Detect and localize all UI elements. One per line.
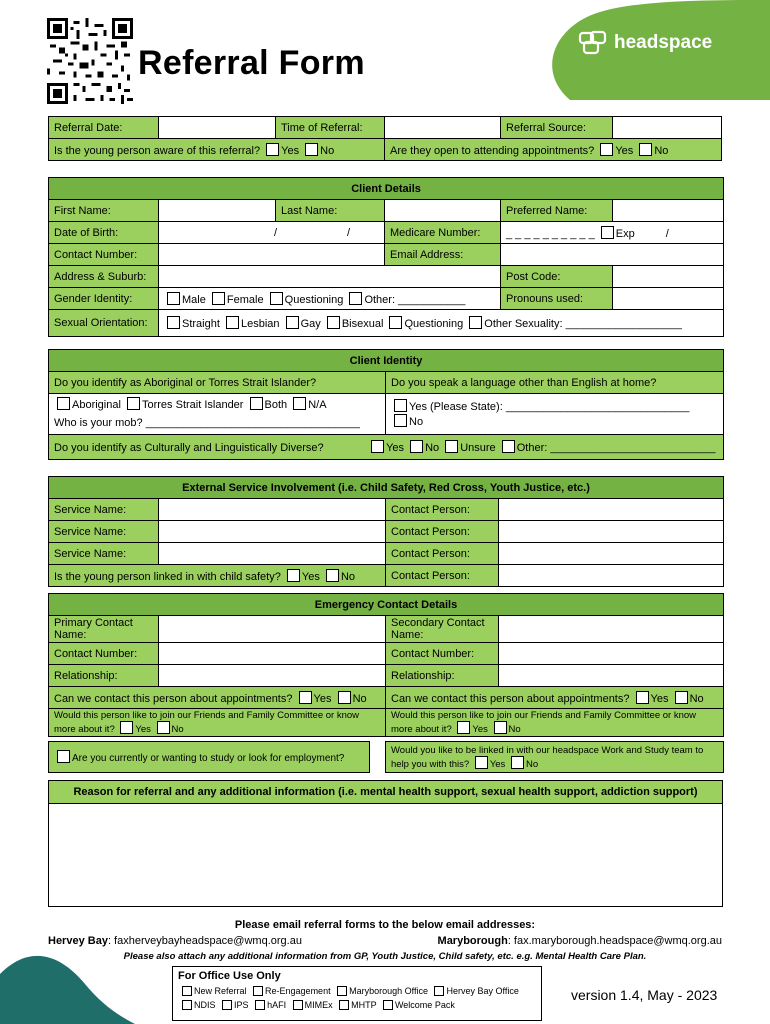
reason-heading: Reason for referral and any additional information (i.e. mental health support, sexual health support, addiction support) — [49, 781, 723, 804]
first-name-label: First Name: — [49, 200, 159, 222]
child-safety-question: Is the young person linked in with child safety? — [54, 570, 281, 583]
client-details-table — [48, 177, 724, 337]
orientation-label: Sexual Orientation: — [49, 310, 159, 337]
language-no-checkbox[interactable] — [394, 414, 407, 427]
primary-number-input[interactable] — [159, 643, 386, 665]
child-safety-row — [49, 565, 386, 587]
orientation-straight-checkbox[interactable] — [167, 316, 180, 329]
open-yes-checkbox[interactable] — [600, 143, 613, 156]
gender-questioning-label: Questioning — [284, 293, 344, 306]
page-title: Referral Form — [138, 44, 365, 82]
referral-time-input[interactable] — [385, 117, 501, 139]
primary-relationship-input[interactable] — [159, 665, 386, 687]
service-name-label-1: Service Name: — [49, 499, 159, 521]
atsi-na-label: N/A — [308, 399, 327, 411]
gender-other-checkbox[interactable] — [349, 292, 362, 305]
primary-friends-question: Would this person like to join our Friends and Family Committee or know more about it? — [54, 710, 360, 735]
exp-checkbox[interactable] — [601, 226, 614, 239]
office-welcome-pack-label: Welcome Pack — [394, 1000, 455, 1010]
contact-person-input-3[interactable] — [499, 543, 724, 565]
aware-no-checkbox[interactable] — [305, 143, 318, 156]
referral-source-input[interactable] — [613, 117, 722, 139]
secondary-appt-no-checkbox[interactable] — [675, 691, 688, 704]
cald-no-checkbox[interactable] — [410, 440, 423, 453]
aware-yes-label: Yes — [281, 144, 300, 157]
atsi-both-label: Both — [264, 399, 288, 411]
aware-yes-checkbox[interactable] — [266, 143, 279, 156]
client-details-heading: Client Details — [49, 178, 724, 200]
gender-male-checkbox[interactable] — [167, 292, 180, 305]
preferred-name-label: Preferred Name: — [501, 200, 613, 222]
maryborough-address: : fax.maryborough.headspace@wmq.org.au — [507, 935, 722, 947]
primary-appt-no-checkbox[interactable] — [338, 691, 351, 704]
medicare-mask: _ _ _ _ _ _ _ _ _ _ — [506, 227, 595, 240]
orientation-other-checkbox[interactable] — [469, 316, 482, 329]
office-mhtp-label: MHTP — [351, 1000, 377, 1010]
referral-source-label: Referral Source: — [501, 117, 613, 139]
primary-contact-input[interactable] — [159, 616, 386, 643]
orientation-gay-checkbox[interactable] — [286, 316, 299, 329]
primary-friends-row — [49, 709, 386, 737]
cald-no-label: No — [425, 442, 440, 454]
secondary-relationship-label: Relationship: — [386, 665, 499, 687]
atsi-na-checkbox[interactable] — [293, 397, 306, 410]
atsi-both-checkbox[interactable] — [250, 397, 263, 410]
office-re-engagement-label: Re-Engagement — [265, 986, 331, 996]
aware-question-cell — [49, 139, 385, 161]
office-mimex-checkbox[interactable] — [293, 1000, 303, 1010]
primary-friends-yes-label: Yes — [135, 724, 151, 735]
language-no-label: No — [409, 416, 424, 428]
office-ips-checkbox[interactable] — [222, 1000, 232, 1010]
emergency-contact-table — [48, 593, 724, 737]
last-name-input[interactable] — [385, 200, 501, 222]
secondary-friends-no-label: No — [508, 724, 521, 735]
primary-friends-no-label: No — [171, 724, 184, 735]
office-ndis-label: NDIS — [194, 1000, 216, 1010]
secondary-friends-no-checkbox[interactable] — [494, 721, 507, 734]
referral-table — [48, 116, 722, 161]
service-name-input-3[interactable] — [159, 543, 386, 565]
dob-separator-2: / — [347, 226, 351, 239]
client-identity-heading: Client Identity — [49, 350, 724, 372]
teal-corner-shape — [0, 934, 150, 1024]
secondary-appt-yes-checkbox[interactable] — [636, 691, 649, 704]
child-safety-yes-label: Yes — [301, 570, 320, 583]
work-study-yes-label: Yes — [489, 758, 506, 770]
work-study-row — [386, 742, 724, 773]
reason-table — [48, 780, 723, 907]
office-row-1 — [173, 984, 541, 998]
email-input[interactable] — [501, 244, 724, 266]
version-label: version 1.4, May - 2023 — [571, 987, 718, 1003]
child-safety-no-label: No — [340, 570, 355, 583]
open-question-cell — [385, 139, 722, 161]
maryborough-label: Maryborough — [437, 935, 508, 947]
primary-appt-row — [49, 687, 386, 709]
referral-date-input[interactable] — [159, 117, 276, 139]
referral-date-label: Referral Date: — [49, 117, 159, 139]
hervey-bay-label: Hervey Bay — [48, 935, 108, 947]
cald-yes-checkbox[interactable] — [371, 440, 384, 453]
reason-textarea[interactable] — [49, 804, 723, 907]
exp-separator: / — [665, 227, 669, 240]
service-name-input-1[interactable] — [159, 499, 386, 521]
open-yes-label: Yes — [615, 144, 634, 157]
hervey-bay-email — [48, 935, 302, 947]
office-new-referral-checkbox[interactable] — [182, 986, 192, 996]
contact-person-label-3: Contact Person: — [386, 543, 499, 565]
office-new-referral-label: New Referral — [194, 986, 247, 996]
primary-relationship-label: Relationship: — [49, 665, 159, 687]
primary-contact-label: Primary Contact Name: — [49, 616, 159, 643]
primary-appt-question: Can we contact this person about appointments? — [54, 692, 293, 705]
secondary-appt-yes-label: Yes — [650, 692, 669, 705]
mob-question: Who is your mob? ___________________________________ — [54, 417, 360, 429]
atsi-options — [49, 394, 386, 435]
secondary-appt-row — [386, 687, 724, 709]
orientation-questioning-label: Questioning — [404, 318, 464, 330]
contact-person-input-2[interactable] — [499, 521, 724, 543]
attach-note: Please also attach any additional information from GP, Youth Justice, Child safety, etc. e.g. Mental Health Care Plan. — [123, 951, 647, 962]
office-hafi-label: hAFI — [267, 1000, 287, 1010]
cald-row — [49, 435, 724, 460]
contact-person-label-4: Contact Person: — [386, 565, 499, 587]
open-no-checkbox[interactable] — [639, 143, 652, 156]
service-name-label-3: Service Name: — [49, 543, 159, 565]
atsi-question: Do you identify as Aboriginal or Torres Strait Islander? — [49, 372, 386, 394]
contact-person-label-2: Contact Person: — [386, 521, 499, 543]
secondary-friends-question: Would this person like to join our Friends and Family Committee or know more about it? — [391, 710, 697, 735]
study-checkbox[interactable] — [57, 750, 70, 763]
work-study-no-label: No — [525, 758, 539, 770]
first-name-input[interactable] — [159, 200, 276, 222]
office-ips-label: IPS — [234, 1000, 249, 1010]
contact-number-input[interactable] — [159, 244, 385, 266]
orientation-straight-label: Straight — [182, 318, 220, 330]
language-yes-label: Yes (Please State): ______________________________ — [409, 401, 690, 413]
orientation-lesbian-label: Lesbian — [240, 318, 280, 330]
contact-person-input-4[interactable] — [499, 565, 724, 587]
gender-male-label: Male — [182, 293, 206, 306]
external-service-table — [48, 476, 724, 587]
qr-code — [47, 18, 133, 104]
service-name-label-2: Service Name: — [49, 521, 159, 543]
orientation-bisexual-label: Bisexual — [341, 318, 384, 330]
pronouns-input[interactable] — [613, 288, 724, 310]
email-label: Email Address: — [385, 244, 501, 266]
study-row — [49, 742, 370, 773]
hervey-bay-address: : faxherveybayheadspace@wmq.org.au — [107, 935, 302, 947]
email-instructions: Please email referral forms to the below email addresses: — [234, 919, 536, 931]
service-name-input-2[interactable] — [159, 521, 386, 543]
gender-other-label: Other: ___________ — [364, 293, 466, 306]
child-safety-no-checkbox[interactable] — [326, 569, 339, 582]
office-use-box — [172, 966, 542, 1021]
orientation-questioning-checkbox[interactable] — [389, 316, 402, 329]
referral-time-label: Time of Referral: — [276, 117, 385, 139]
primary-friends-yes-checkbox[interactable] — [120, 721, 133, 734]
cald-unsure-checkbox[interactable] — [445, 440, 458, 453]
medicare-input[interactable] — [501, 222, 724, 244]
gender-label: Gender Identity: — [49, 288, 159, 310]
primary-number-label: Contact Number: — [49, 643, 159, 665]
office-hervey-bay-checkbox[interactable] — [434, 986, 444, 996]
office-welcome-pack-checkbox[interactable] — [383, 1000, 393, 1010]
cald-question: Do you identify as Culturally and Linguistically Diverse? — [54, 442, 324, 454]
gender-female-checkbox[interactable] — [212, 292, 225, 305]
dob-separator-1: / — [273, 226, 277, 239]
cald-other-checkbox[interactable] — [502, 440, 515, 453]
address-label: Address & Suburb: — [49, 266, 159, 288]
secondary-friends-row — [386, 709, 724, 737]
preferred-name-input[interactable] — [613, 200, 724, 222]
last-name-label: Last Name: — [276, 200, 385, 222]
cald-unsure-label: Unsure — [460, 442, 496, 454]
study-work-table — [48, 741, 724, 773]
secondary-contact-input[interactable] — [499, 616, 724, 643]
dob-input[interactable] — [159, 222, 385, 244]
language-yes-checkbox[interactable] — [394, 399, 407, 412]
secondary-number-label: Contact Number: — [386, 643, 499, 665]
brand-name: headspace — [614, 32, 713, 53]
secondary-appt-question: Can we contact this person about appointments? — [391, 692, 630, 705]
gender-female-label: Female — [226, 293, 264, 306]
primary-appt-no-label: No — [352, 692, 367, 705]
office-hafi-checkbox[interactable] — [255, 1000, 265, 1010]
secondary-number-input[interactable] — [499, 643, 724, 665]
office-maryborough-checkbox[interactable] — [337, 986, 347, 996]
primary-appt-yes-checkbox[interactable] — [299, 691, 312, 704]
work-study-yes-checkbox[interactable] — [475, 756, 488, 769]
primary-appt-yes-label: Yes — [313, 692, 332, 705]
open-question: Are they open to attending appointments? — [390, 144, 595, 157]
orientation-gay-label: Gay — [300, 318, 321, 330]
office-ndis-checkbox[interactable] — [182, 1000, 192, 1010]
office-use-title: For Office Use Only — [178, 970, 281, 982]
aware-question: Is the young person aware of this referral? — [54, 144, 261, 157]
secondary-appt-no-label: No — [689, 692, 704, 705]
atsi-tsi-checkbox[interactable] — [127, 397, 140, 410]
exp-label: Exp — [615, 227, 635, 240]
contact-number-label: Contact Number: — [49, 244, 159, 266]
secondary-relationship-input[interactable] — [499, 665, 724, 687]
open-no-label: No — [654, 144, 669, 157]
cald-yes-label: Yes — [386, 442, 405, 454]
study-question: Are you currently or wanting to study or look for employment? — [72, 753, 345, 764]
orientation-bisexual-checkbox[interactable] — [327, 316, 340, 329]
study-spacer — [370, 742, 386, 773]
headspace-logo — [578, 30, 712, 56]
office-hervey-bay-label: Hervey Bay Office — [446, 986, 519, 996]
postcode-input[interactable] — [613, 266, 724, 288]
pronouns-label: Pronouns used: — [501, 288, 613, 310]
office-maryborough-label: Maryborough Office — [349, 986, 428, 996]
language-question: Do you speak a language other than English at home? — [386, 372, 724, 394]
cald-other-label: Other: ___________________________ — [516, 442, 716, 454]
headspace-logo-icon — [578, 30, 608, 56]
contact-person-label-1: Contact Person: — [386, 499, 499, 521]
external-service-heading: External Service Involvement (i.e. Child Safety, Red Cross, Youth Justice, etc.) — [49, 477, 724, 499]
secondary-friends-yes-label: Yes — [472, 724, 488, 735]
gender-options — [159, 288, 501, 310]
work-study-question: Would you like to be linked in with our headspace Work and Study team to help you with this? — [391, 744, 704, 770]
orientation-lesbian-checkbox[interactable] — [226, 316, 239, 329]
postcode-label: Post Code: — [501, 266, 613, 288]
client-identity-table — [48, 349, 724, 460]
medicare-label: Medicare Number: — [385, 222, 501, 244]
contact-person-input-1[interactable] — [499, 499, 724, 521]
child-safety-yes-checkbox[interactable] — [287, 569, 300, 582]
primary-friends-no-checkbox[interactable] — [157, 721, 170, 734]
secondary-friends-yes-checkbox[interactable] — [457, 721, 470, 734]
work-study-no-checkbox[interactable] — [511, 756, 524, 769]
address-input[interactable] — [159, 266, 501, 288]
office-mimex-label: MIMEx — [304, 1000, 333, 1010]
office-re-engagement-checkbox[interactable] — [253, 986, 263, 996]
office-row-2 — [173, 998, 541, 1012]
secondary-contact-label: Secondary Contact Name: — [386, 616, 499, 643]
language-options — [386, 394, 724, 435]
atsi-aboriginal-checkbox[interactable] — [57, 397, 70, 410]
aware-no-label: No — [320, 144, 335, 157]
office-mhtp-checkbox[interactable] — [339, 1000, 349, 1010]
atsi-aboriginal-label: Aboriginal — [72, 399, 121, 411]
atsi-tsi-label: Torres Strait Islander — [141, 399, 244, 411]
orientation-options — [159, 310, 724, 337]
dob-label: Date of Birth: — [49, 222, 159, 244]
emergency-contact-heading: Emergency Contact Details — [49, 594, 724, 616]
gender-questioning-checkbox[interactable] — [270, 292, 283, 305]
maryborough-email — [438, 935, 722, 947]
orientation-other-label: Other Sexuality: ___________________ — [484, 318, 682, 330]
